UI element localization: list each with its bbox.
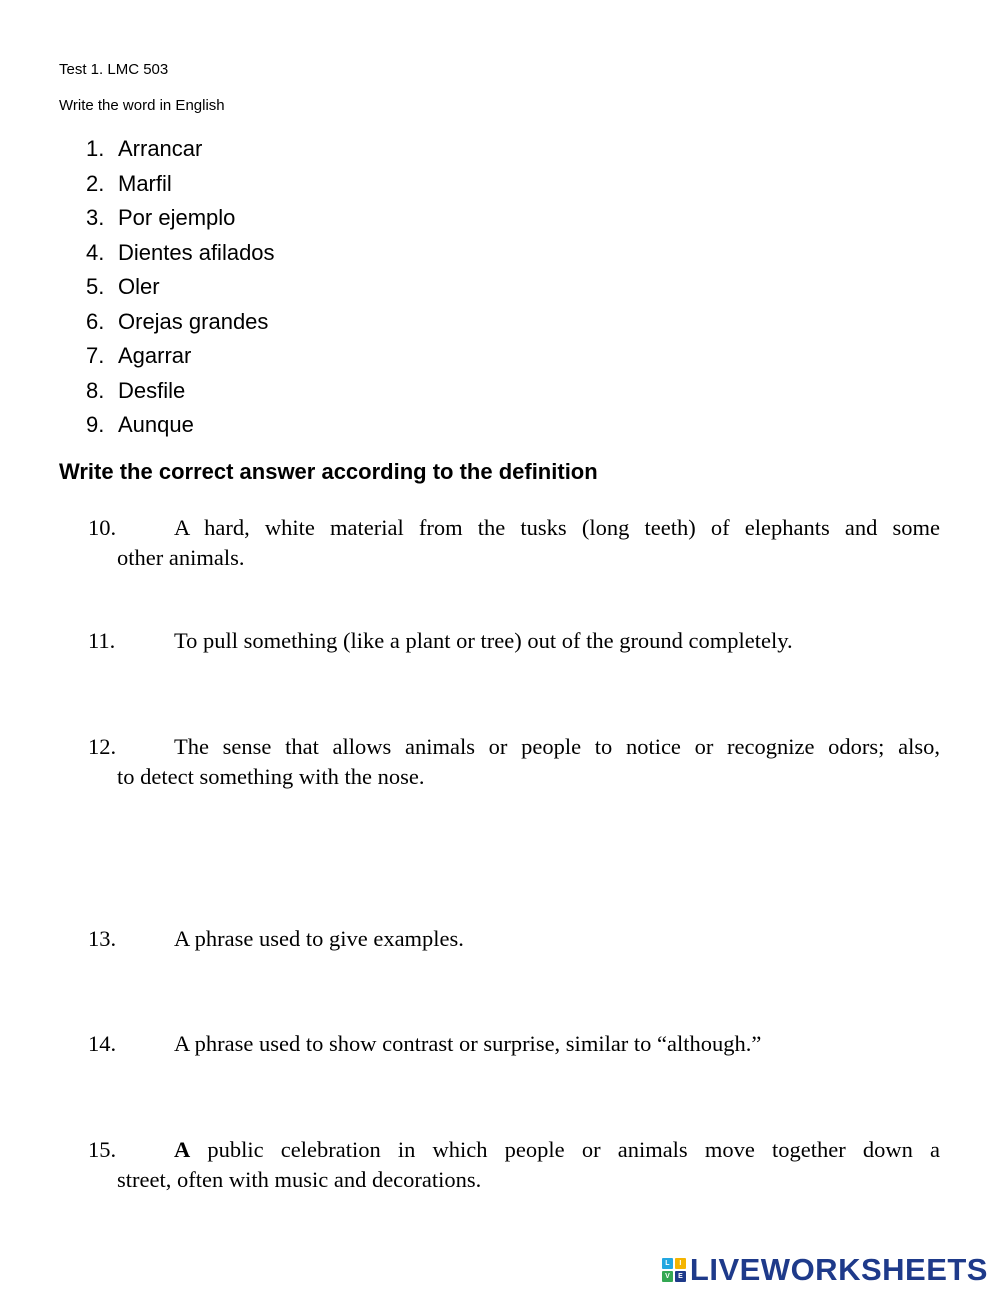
question-text-cont: to detect something with the nose.: [117, 764, 425, 789]
question-text: To pull something (like a plant or tree) out of the ground completely.: [174, 628, 793, 653]
doc-instruction: Write the word in English: [59, 97, 225, 114]
question-text-cont: street, often with music and decorations.: [117, 1167, 482, 1192]
list-item: [86, 202, 275, 237]
question-text: The sense that allows animals or people to notice or recognize odors; also,: [174, 734, 940, 759]
liveworksheets-logo[interactable]: [662, 1254, 988, 1286]
question-text: A phrase used to give examples.: [174, 926, 464, 951]
vocab-word: Desfile: [118, 377, 186, 403]
logo-blocks-icon: [662, 1258, 686, 1282]
question-14: [88, 1029, 940, 1059]
question-text: A hard, white material from the tusks (long teeth) of elephants and some: [174, 515, 940, 540]
vocab-word: Marfil: [118, 170, 172, 196]
question-12: [88, 732, 940, 792]
section-heading: Write the correct answer according to the definition: [59, 459, 598, 484]
item-number: 3.: [86, 205, 105, 230]
list-item: [86, 237, 275, 272]
question-text: A public celebration in which people or animals move together down a: [174, 1137, 940, 1162]
vocab-word: Orejas grandes: [118, 308, 269, 334]
question-number: 12.: [88, 734, 117, 759]
vocab-word: Arrancar: [118, 136, 203, 161]
question-number: 14.: [88, 1031, 117, 1056]
question-text-cont: other animals.: [117, 545, 245, 570]
vocab-word: Dientes afilados: [118, 239, 275, 265]
question-15: [88, 1135, 940, 1195]
logo-block: L: [662, 1258, 673, 1269]
vocab-word: Oler: [118, 274, 160, 299]
question-number: 13.: [88, 926, 117, 951]
logo-block: I: [675, 1258, 686, 1269]
item-number: 1.: [86, 136, 105, 161]
question-number: 11.: [88, 628, 116, 653]
question-lead: A: [174, 1137, 191, 1162]
question-number: 15.: [88, 1137, 117, 1162]
vocab-word: Aunque: [118, 412, 194, 437]
item-number: 7.: [86, 343, 105, 368]
question-10: [88, 513, 940, 573]
question-number: 10.: [88, 515, 117, 540]
item-number: 6.: [86, 308, 105, 334]
item-number: 9.: [86, 412, 105, 437]
list-item: [86, 375, 275, 410]
doc-title: Test 1. LMC 503: [59, 61, 169, 78]
list-item: [86, 271, 275, 306]
list-item: [86, 409, 275, 444]
item-number: 2.: [86, 170, 105, 196]
list-item: [86, 168, 275, 203]
item-number: 8.: [86, 377, 105, 403]
list-item: [86, 306, 275, 341]
item-number: 5.: [86, 274, 105, 299]
list-item: [86, 340, 275, 375]
question-text: A phrase used to show contrast or surprise, similar to “although.”: [174, 1031, 762, 1056]
vocab-list: [86, 133, 275, 444]
list-item: [86, 133, 275, 168]
item-number: 4.: [86, 239, 105, 265]
question-11: [88, 626, 940, 656]
logo-text: LIVEWORKSHEETS: [689, 1252, 988, 1287]
logo-block: E: [675, 1271, 686, 1282]
vocab-word: Agarrar: [118, 343, 192, 368]
question-13: [88, 924, 940, 954]
vocab-word: Por ejemplo: [118, 205, 236, 230]
logo-block: V: [662, 1271, 673, 1282]
